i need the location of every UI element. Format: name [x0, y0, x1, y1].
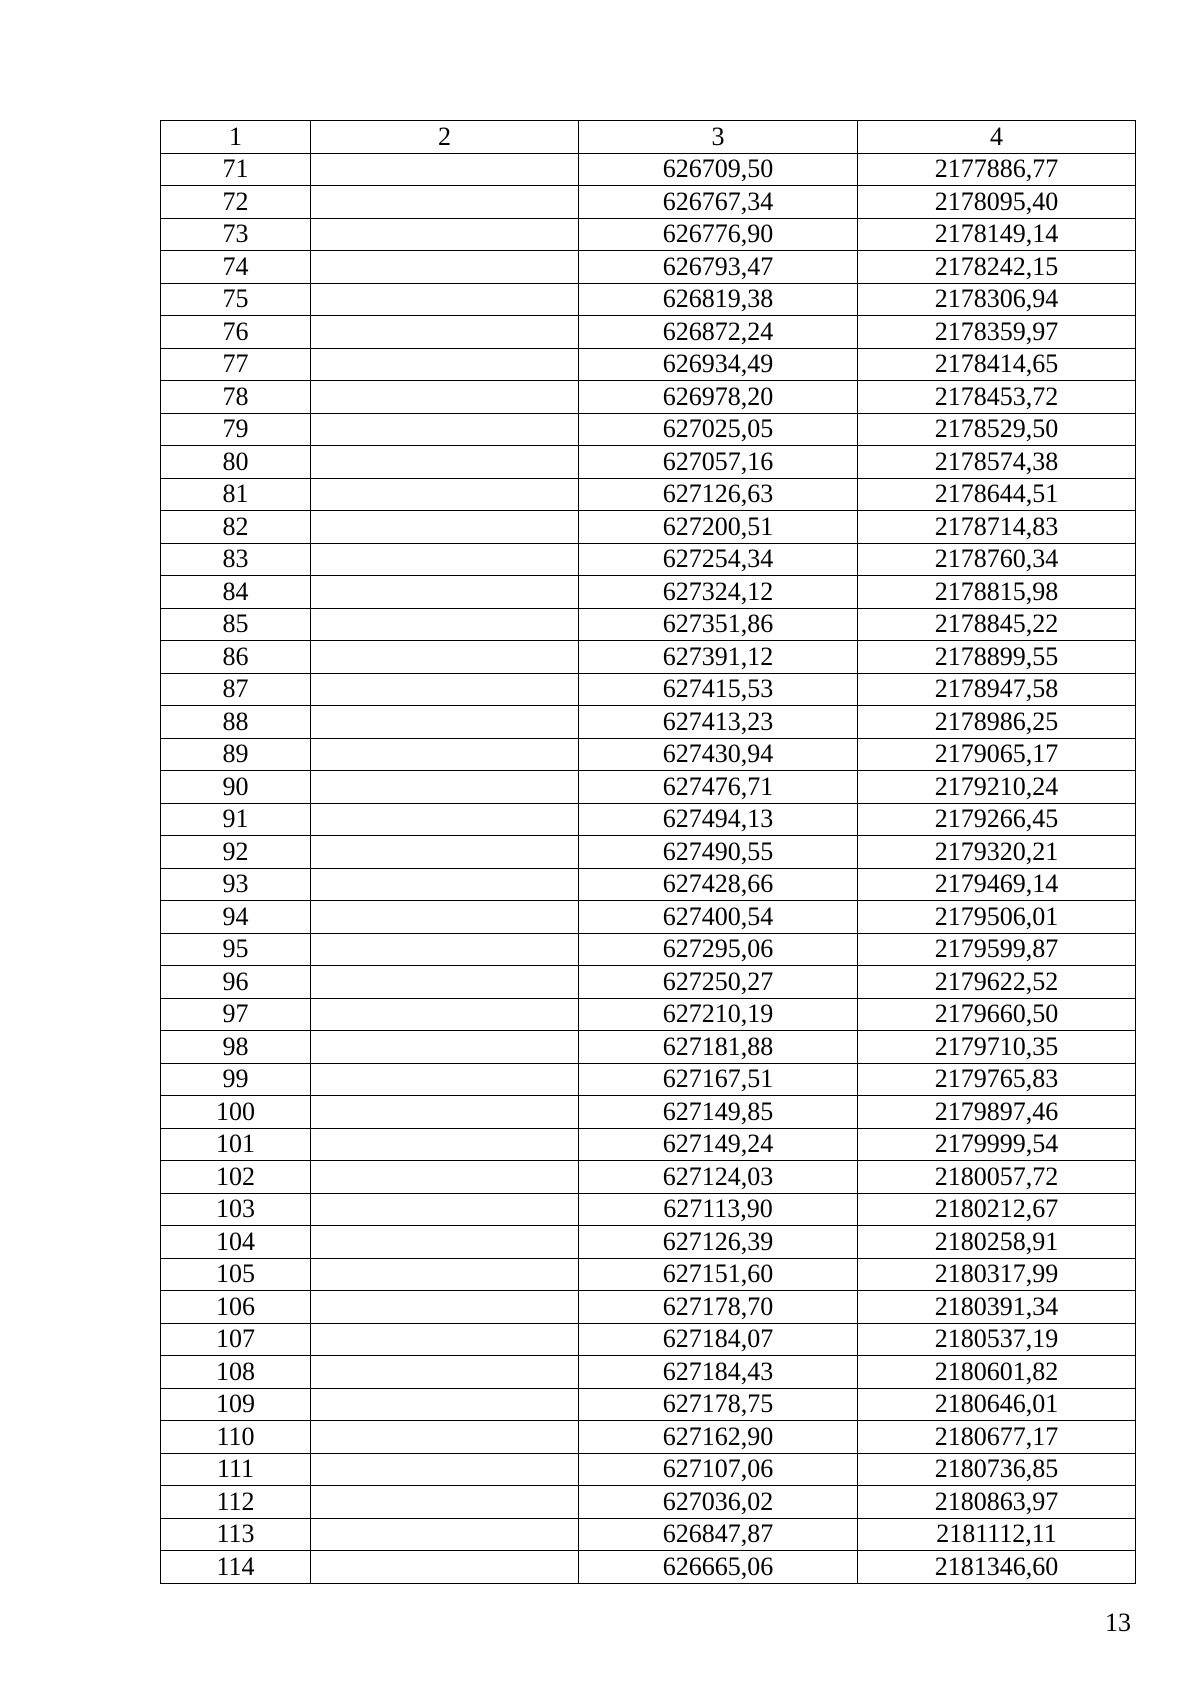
table-cell-col-1: 84	[161, 576, 311, 609]
table-cell-col-3: 626934,49	[579, 348, 858, 381]
table-row	[161, 1486, 1136, 1519]
table-cell-col-2	[311, 803, 579, 836]
table-row	[161, 153, 1136, 186]
table-cell-col-2	[311, 511, 579, 544]
table-cell-col-3: 626872,24	[579, 316, 858, 349]
table-row	[161, 868, 1136, 901]
table-row	[161, 1551, 1136, 1584]
table-cell-col-4: 2178845,22	[858, 608, 1136, 641]
table-cell-col-1: 101	[161, 1128, 311, 1161]
table-cell-col-3: 627178,70	[579, 1291, 858, 1324]
table-cell-col-3: 627413,23	[579, 706, 858, 739]
table-row	[161, 511, 1136, 544]
table-row	[161, 478, 1136, 511]
table-cell-col-1: 78	[161, 381, 311, 414]
table-cell-col-4: 2180258,91	[858, 1226, 1136, 1259]
table-cell-col-4: 2179999,54	[858, 1128, 1136, 1161]
table-cell-col-1: 106	[161, 1291, 311, 1324]
table-cell-col-3: 627126,39	[579, 1226, 858, 1259]
table-cell-col-2	[311, 933, 579, 966]
table-cell-col-2	[311, 1356, 579, 1389]
table-cell-col-1: 94	[161, 901, 311, 934]
table-row	[161, 1323, 1136, 1356]
table-cell-col-2	[311, 608, 579, 641]
table-row	[161, 1258, 1136, 1291]
table-cell-col-4: 2178947,58	[858, 673, 1136, 706]
table-cell-col-1: 75	[161, 283, 311, 316]
table-cell-col-4: 2179599,87	[858, 933, 1136, 966]
table-cell-col-1: 105	[161, 1258, 311, 1291]
table-cell-col-2	[311, 218, 579, 251]
table-row	[161, 738, 1136, 771]
table-cell-col-4: 2178986,25	[858, 706, 1136, 739]
header-col-4: 4	[858, 121, 1136, 154]
table-row	[161, 998, 1136, 1031]
table-cell-col-2	[311, 901, 579, 934]
table-cell-col-2	[311, 1518, 579, 1551]
table-cell-col-2	[311, 1551, 579, 1584]
table-cell-col-1: 87	[161, 673, 311, 706]
table-cell-col-1: 110	[161, 1421, 311, 1454]
table-cell-col-1: 99	[161, 1063, 311, 1096]
table-row	[161, 1291, 1136, 1324]
table-cell-col-2	[311, 446, 579, 479]
table-cell-col-1: 103	[161, 1193, 311, 1226]
table-cell-col-2	[311, 316, 579, 349]
table-cell-col-4: 2177886,77	[858, 153, 1136, 186]
table-row	[161, 771, 1136, 804]
table-cell-col-4: 2179622,52	[858, 966, 1136, 999]
table-cell-col-1: 112	[161, 1486, 311, 1519]
table-cell-col-3: 627254,34	[579, 543, 858, 576]
table-cell-col-4: 2180317,99	[858, 1258, 1136, 1291]
table-cell-col-4: 2180601,82	[858, 1356, 1136, 1389]
table-row	[161, 1518, 1136, 1551]
table-cell-col-4: 2178414,65	[858, 348, 1136, 381]
table-cell-col-3: 627200,51	[579, 511, 858, 544]
table-cell-col-4: 2179210,24	[858, 771, 1136, 804]
table-row	[161, 218, 1136, 251]
table-cell-col-3: 627113,90	[579, 1193, 858, 1226]
table-cell-col-4: 2181112,11	[858, 1518, 1136, 1551]
table-cell-col-4: 2178899,55	[858, 641, 1136, 674]
table-cell-col-1: 104	[161, 1226, 311, 1259]
table-cell-col-1: 83	[161, 543, 311, 576]
table-cell-col-1: 95	[161, 933, 311, 966]
table-cell-col-3: 627124,03	[579, 1161, 858, 1194]
table-cell-col-2	[311, 153, 579, 186]
table-cell-col-3: 626767,34	[579, 186, 858, 219]
table-cell-col-3: 626776,90	[579, 218, 858, 251]
table-header-row	[161, 121, 1136, 154]
table-cell-col-2	[311, 641, 579, 674]
table-cell-col-4: 2180646,01	[858, 1388, 1136, 1421]
table-cell-col-3: 626847,87	[579, 1518, 858, 1551]
table-row	[161, 1161, 1136, 1194]
table-cell-col-3: 627184,43	[579, 1356, 858, 1389]
table-row	[161, 1096, 1136, 1129]
table-cell-col-1: 108	[161, 1356, 311, 1389]
table-cell-col-4: 2180212,67	[858, 1193, 1136, 1226]
table-cell-col-2	[311, 251, 579, 284]
table-cell-col-4: 2179897,46	[858, 1096, 1136, 1129]
table-cell-col-3: 627490,55	[579, 836, 858, 869]
table-cell-col-4: 2181346,60	[858, 1551, 1136, 1584]
table-cell-col-4: 2180391,34	[858, 1291, 1136, 1324]
table-cell-col-2	[311, 998, 579, 1031]
header-col-1: 1	[161, 121, 311, 154]
table-cell-col-1: 100	[161, 1096, 311, 1129]
table-cell-col-3: 627162,90	[579, 1421, 858, 1454]
table-cell-col-1: 90	[161, 771, 311, 804]
table-cell-col-4: 2180677,17	[858, 1421, 1136, 1454]
table-cell-col-3: 627400,54	[579, 901, 858, 934]
table-cell-col-3: 627151,60	[579, 1258, 858, 1291]
table-cell-col-1: 109	[161, 1388, 311, 1421]
table-cell-col-3: 627210,19	[579, 998, 858, 1031]
page-number: 13	[1105, 1608, 1131, 1637]
table-cell-col-2	[311, 673, 579, 706]
table-cell-col-1: 82	[161, 511, 311, 544]
table-cell-col-2	[311, 1161, 579, 1194]
table-cell-col-4: 2179469,14	[858, 868, 1136, 901]
table-cell-col-2	[311, 381, 579, 414]
table-cell-col-3: 626793,47	[579, 251, 858, 284]
table-cell-col-1: 107	[161, 1323, 311, 1356]
table-cell-col-4: 2179320,21	[858, 836, 1136, 869]
table-cell-col-2	[311, 1063, 579, 1096]
table-cell-col-4: 2178574,38	[858, 446, 1136, 479]
table-cell-col-2	[311, 348, 579, 381]
table-cell-col-1: 81	[161, 478, 311, 511]
table-cell-col-2	[311, 966, 579, 999]
table-cell-col-3: 627149,85	[579, 1096, 858, 1129]
table-cell-col-3: 627295,06	[579, 933, 858, 966]
table-cell-col-3: 627324,12	[579, 576, 858, 609]
table-cell-col-1: 85	[161, 608, 311, 641]
table-row	[161, 348, 1136, 381]
table-cell-col-3: 627126,63	[579, 478, 858, 511]
table-cell-col-2	[311, 1096, 579, 1129]
table-cell-col-1: 72	[161, 186, 311, 219]
table-cell-col-2	[311, 1031, 579, 1064]
table-row	[161, 803, 1136, 836]
table-row	[161, 1388, 1136, 1421]
table-cell-col-2	[311, 868, 579, 901]
table-cell-col-2	[311, 186, 579, 219]
table-row	[161, 901, 1136, 934]
table-cell-col-1: 86	[161, 641, 311, 674]
table-cell-col-1: 88	[161, 706, 311, 739]
table-row	[161, 673, 1136, 706]
header-col-3: 3	[579, 121, 858, 154]
table-cell-col-3: 627430,94	[579, 738, 858, 771]
table-row	[161, 608, 1136, 641]
table-cell-col-3: 627167,51	[579, 1063, 858, 1096]
table-cell-col-4: 2178242,15	[858, 251, 1136, 284]
table-cell-col-2	[311, 1291, 579, 1324]
table-cell-col-2	[311, 543, 579, 576]
table-cell-col-3: 627428,66	[579, 868, 858, 901]
table-body	[161, 153, 1136, 1583]
table-cell-col-2	[311, 1226, 579, 1259]
table-cell-col-1: 77	[161, 348, 311, 381]
table-cell-col-4: 2178453,72	[858, 381, 1136, 414]
table-cell-col-1: 89	[161, 738, 311, 771]
table-cell-col-4: 2180736,85	[858, 1453, 1136, 1486]
table-row	[161, 381, 1136, 414]
table-cell-col-1: 102	[161, 1161, 311, 1194]
table-cell-col-4: 2178714,83	[858, 511, 1136, 544]
table-row	[161, 1063, 1136, 1096]
table-row	[161, 706, 1136, 739]
table-row	[161, 1356, 1136, 1389]
table-cell-col-2	[311, 771, 579, 804]
table-cell-col-4: 2178149,14	[858, 218, 1136, 251]
table-cell-col-2	[311, 706, 579, 739]
table-cell-col-2	[311, 478, 579, 511]
table-row	[161, 1226, 1136, 1259]
table-row	[161, 1421, 1136, 1454]
table-cell-col-1: 71	[161, 153, 311, 186]
table-cell-col-3: 626819,38	[579, 283, 858, 316]
table-cell-col-1: 74	[161, 251, 311, 284]
table-cell-col-2	[311, 1486, 579, 1519]
table-row	[161, 316, 1136, 349]
table-cell-col-3: 626978,20	[579, 381, 858, 414]
header-col-2: 2	[311, 121, 579, 154]
table-row	[161, 836, 1136, 869]
table-cell-col-1: 96	[161, 966, 311, 999]
table-cell-col-2	[311, 1388, 579, 1421]
table-cell-col-3: 627250,27	[579, 966, 858, 999]
table-cell-col-2	[311, 1258, 579, 1291]
coordinates-table	[160, 120, 1136, 1584]
table-cell-col-2	[311, 836, 579, 869]
table-cell-col-1: 79	[161, 413, 311, 446]
table-cell-col-2	[311, 413, 579, 446]
table-cell-col-1: 93	[161, 868, 311, 901]
table-cell-col-3: 627351,86	[579, 608, 858, 641]
table-cell-col-1: 113	[161, 1518, 311, 1551]
table-cell-col-4: 2179506,01	[858, 901, 1136, 934]
table-row	[161, 446, 1136, 479]
table-cell-col-1: 76	[161, 316, 311, 349]
table-cell-col-1: 91	[161, 803, 311, 836]
table-cell-col-2	[311, 738, 579, 771]
table-row	[161, 283, 1136, 316]
table-cell-col-3: 627476,71	[579, 771, 858, 804]
table-row	[161, 1453, 1136, 1486]
table-cell-col-1: 73	[161, 218, 311, 251]
table-cell-col-3: 627036,02	[579, 1486, 858, 1519]
table-cell-col-3: 627149,24	[579, 1128, 858, 1161]
table-row	[161, 641, 1136, 674]
table-cell-col-3: 627415,53	[579, 673, 858, 706]
table-cell-col-4: 2180537,19	[858, 1323, 1136, 1356]
table-row	[161, 186, 1136, 219]
table-cell-col-4: 2179065,17	[858, 738, 1136, 771]
table-cell-col-3: 627107,06	[579, 1453, 858, 1486]
table-row	[161, 1031, 1136, 1064]
table-cell-col-3: 627391,12	[579, 641, 858, 674]
table-cell-col-4: 2178644,51	[858, 478, 1136, 511]
table-cell-col-2	[311, 1193, 579, 1226]
table-cell-col-1: 80	[161, 446, 311, 479]
table-cell-col-1: 92	[161, 836, 311, 869]
table-cell-col-3: 627057,16	[579, 446, 858, 479]
table-cell-col-4: 2180863,97	[858, 1486, 1136, 1519]
table-cell-col-3: 627184,07	[579, 1323, 858, 1356]
table-row	[161, 576, 1136, 609]
table-cell-col-3: 627178,75	[579, 1388, 858, 1421]
table-row	[161, 543, 1136, 576]
table-cell-col-2	[311, 1128, 579, 1161]
table-cell-col-3: 627181,88	[579, 1031, 858, 1064]
table-row	[161, 933, 1136, 966]
table-cell-col-4: 2179765,83	[858, 1063, 1136, 1096]
table-cell-col-3: 627025,05	[579, 413, 858, 446]
table-cell-col-4: 2180057,72	[858, 1161, 1136, 1194]
table-cell-col-2	[311, 283, 579, 316]
table-cell-col-1: 111	[161, 1453, 311, 1486]
table-cell-col-3: 627494,13	[579, 803, 858, 836]
table-cell-col-4: 2178760,34	[858, 543, 1136, 576]
table-cell-col-4: 2179710,35	[858, 1031, 1136, 1064]
table-cell-col-3: 626709,50	[579, 153, 858, 186]
table-row	[161, 1128, 1136, 1161]
table-row	[161, 966, 1136, 999]
table-cell-col-4: 2178095,40	[858, 186, 1136, 219]
table-cell-col-1: 97	[161, 998, 311, 1031]
table-cell-col-4: 2178815,98	[858, 576, 1136, 609]
table-cell-col-3: 626665,06	[579, 1551, 858, 1584]
table-cell-col-4: 2178359,97	[858, 316, 1136, 349]
table-cell-col-1: 114	[161, 1551, 311, 1584]
table-cell-col-2	[311, 1421, 579, 1454]
table-row	[161, 1193, 1136, 1226]
table-row	[161, 413, 1136, 446]
table-cell-col-2	[311, 1453, 579, 1486]
table-cell-col-4: 2178306,94	[858, 283, 1136, 316]
table-cell-col-1: 98	[161, 1031, 311, 1064]
table-cell-col-4: 2179266,45	[858, 803, 1136, 836]
table-cell-col-2	[311, 576, 579, 609]
table-row	[161, 251, 1136, 284]
table-cell-col-4: 2178529,50	[858, 413, 1136, 446]
table-cell-col-4: 2179660,50	[858, 998, 1136, 1031]
table-cell-col-2	[311, 1323, 579, 1356]
